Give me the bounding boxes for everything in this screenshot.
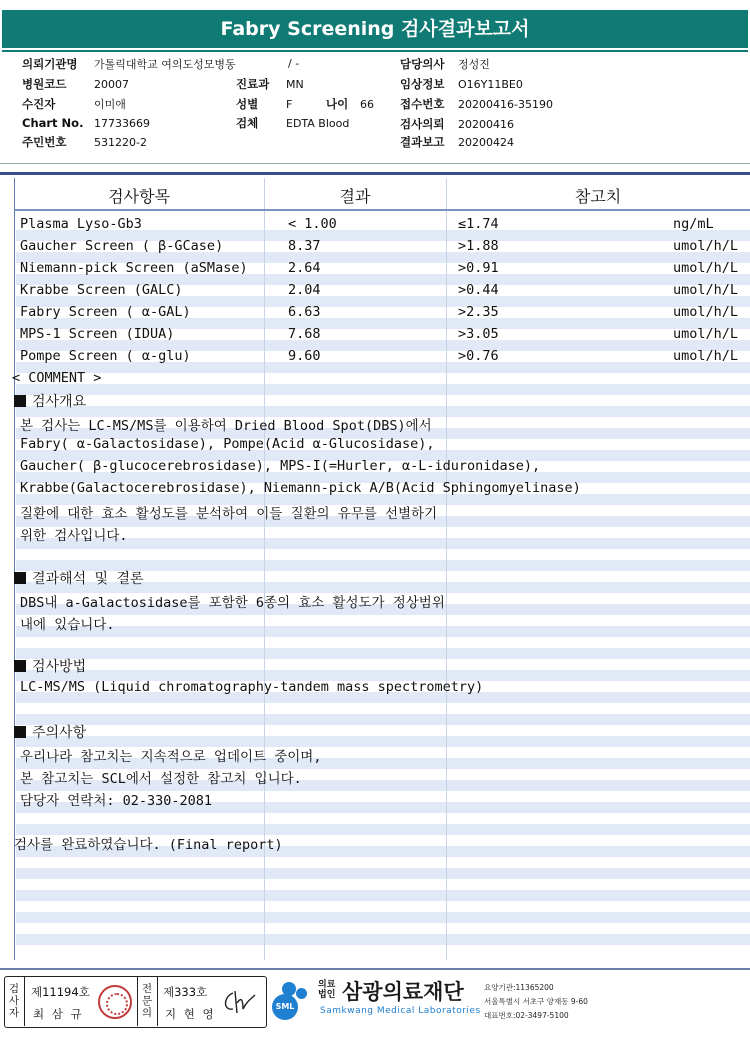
section-method <box>14 656 86 676</box>
final-report-note: 검사를 완료하였습니다. (Final report) <box>14 837 283 853</box>
signature-divider <box>157 977 158 1026</box>
hospital-code-field <box>22 76 129 92</box>
caution-line: 본 참고치는 SCL에서 설정한 참고치 입니다. <box>20 771 302 787</box>
org-english-name: Samkwang Medical Laboratories <box>320 1006 481 1016</box>
age-label: 나이 <box>326 97 349 111</box>
chart-no-value: 17733669 <box>94 117 150 130</box>
doctor-label: 담당의사 <box>400 57 445 71</box>
test-unit: umol/h/L <box>673 304 739 320</box>
test-result: < 1.00 <box>288 216 337 232</box>
clinical-info-value: O16Y11BE0 <box>458 78 523 91</box>
report-title: Fabry Screening 검사결과보고서 <box>2 10 748 48</box>
section-overview-title: 검사개요 <box>32 394 87 410</box>
specimen-value: EDTA Blood <box>286 117 350 130</box>
org-name: 삼광의료재단 <box>342 980 464 1004</box>
signature-divider <box>137 977 138 1026</box>
test-reference: ≤1.74 <box>458 216 499 232</box>
table-row <box>20 345 745 367</box>
doctor-value: 정성진 <box>458 58 490 71</box>
table-row <box>20 213 745 235</box>
report-date-value: 20200424 <box>458 136 514 149</box>
column-header-item: 검사항목 <box>108 187 170 206</box>
section-interpretation-title: 결과해석 및 결론 <box>32 571 144 587</box>
sex-field <box>236 96 292 112</box>
overview-line: Gaucher( β-glucocerebrosidase), MPS-I(=Hurler, α-L-iduronidase), <box>20 458 541 474</box>
specialist-label: 전문의 <box>141 983 153 1019</box>
sex-value: F <box>286 98 293 111</box>
receipt-no-value: 20200416-35190 <box>458 98 553 111</box>
column-header-result: 결과 <box>339 187 371 206</box>
logo-dot-icon <box>296 988 307 999</box>
signature-divider <box>24 977 25 1026</box>
overview-line: Fabry( α-Galactosidase), Pompe(Acid α-Glucosidase), <box>20 436 435 452</box>
overview-line: 질환에 대한 효소 활성도를 분석하여 이들 질환의 유무를 선별하기 <box>20 506 438 522</box>
table-top-border <box>0 172 750 175</box>
org-address: 서울특별시 서초구 양재동 9-60 <box>484 997 588 1006</box>
overview-line: 위한 검사입니다. <box>20 528 128 544</box>
test-item: Plasma Lyso-Gb3 <box>20 216 142 232</box>
sml-logo-icon: SML <box>272 994 298 1020</box>
specimen-label: 검체 <box>236 116 259 130</box>
clinical-info-field <box>400 76 523 92</box>
resident-no-label: 주민번호 <box>22 135 67 149</box>
test-reference: >3.05 <box>458 326 499 342</box>
test-result: 2.64 <box>288 260 321 276</box>
test-result: 9.60 <box>288 348 321 364</box>
signature-box <box>4 976 267 1028</box>
department-field <box>236 76 304 92</box>
test-unit: umol/h/L <box>673 348 739 364</box>
org-type: 의료법인 <box>318 980 336 1000</box>
overview-line: Krabbe(Galactocerebrosidase), Niemann-pick A/B(Acid Sphingomyelinase) <box>20 480 581 496</box>
seal-stamp-icon <box>98 985 132 1019</box>
title-underline <box>2 50 748 52</box>
bullet-square-icon <box>14 395 26 407</box>
comment-heading: < COMMENT > <box>12 370 102 386</box>
signature-scribble-icon <box>219 987 259 1017</box>
specialist-name: 지 현 영 <box>165 1007 216 1021</box>
request-date-label: 검사의뢰 <box>400 117 445 131</box>
test-item: Fabry Screen ( α-GAL) <box>20 304 191 320</box>
specimen-field <box>236 115 349 131</box>
test-unit: umol/h/L <box>673 238 739 254</box>
age-value: 66 <box>360 98 374 111</box>
institution-label: 의뢰기관명 <box>22 57 78 71</box>
table-row <box>20 257 745 279</box>
header-separator <box>0 163 750 164</box>
patient-field <box>22 96 126 112</box>
chart-no-field <box>22 116 150 130</box>
table-header-row <box>14 184 750 210</box>
table-row <box>20 323 745 345</box>
patient-label: 수진자 <box>22 97 56 111</box>
test-reference: >0.91 <box>458 260 499 276</box>
test-item: Pompe Screen ( α-glu) <box>20 348 191 364</box>
ward-value: / - <box>288 57 300 70</box>
receipt-no-label: 접수번호 <box>400 97 445 111</box>
examiner-license: 제11194호 <box>31 985 90 999</box>
test-item: Krabbe Screen (GALC) <box>20 282 183 298</box>
test-unit: ng/mL <box>673 216 714 232</box>
test-reference: >0.76 <box>458 348 499 364</box>
specialist-license: 제333호 <box>163 985 208 999</box>
sex-label: 성별 <box>236 97 259 111</box>
hospital-code-value: 20007 <box>94 78 129 91</box>
institution-field <box>22 56 236 72</box>
ward-field <box>288 56 299 70</box>
method-line: LC-MS/MS (Liquid chromatography-tandem mass spectrometry) <box>20 679 484 695</box>
test-result: 6.63 <box>288 304 321 320</box>
department-label: 진료과 <box>236 77 270 91</box>
test-item: Niemann-pick Screen (aSMase) <box>20 260 248 276</box>
test-reference: >1.88 <box>458 238 499 254</box>
section-overview <box>14 391 86 411</box>
bullet-square-icon <box>14 726 26 738</box>
institution-value: 가톨릭대학교 여의도성모병동 <box>94 58 236 71</box>
examiner-name: 최 삼 규 <box>33 1007 84 1021</box>
test-item: MPS-1 Screen (IDUA) <box>20 326 175 342</box>
test-unit: umol/h/L <box>673 326 739 342</box>
section-caution-title: 주의사항 <box>32 725 87 741</box>
test-reference: >0.44 <box>458 282 499 298</box>
section-caution <box>14 722 86 742</box>
request-date-value: 20200416 <box>458 118 514 131</box>
examiner-label: 검사자 <box>8 983 20 1019</box>
test-result: 8.37 <box>288 238 321 254</box>
report-date-field <box>400 134 514 150</box>
interpretation-line: 내에 있습니다. <box>20 617 115 633</box>
overview-line: 본 검사는 LC-MS/MS를 이용하여 Dried Blood Spot(DBS)에서 <box>20 418 432 434</box>
column-header-reference: 참고치 <box>574 187 622 206</box>
bullet-square-icon <box>14 572 26 584</box>
test-item: Gaucher Screen ( β-GCase) <box>20 238 224 254</box>
table-row <box>20 235 745 257</box>
doctor-field <box>400 56 490 72</box>
test-reference: >2.35 <box>458 304 499 320</box>
clinical-info-label: 임상정보 <box>400 77 445 91</box>
report-date-label: 결과보고 <box>400 135 445 149</box>
chart-no-label: Chart No. <box>22 116 84 130</box>
org-institution-code: 요양기관:11365200 <box>484 983 554 992</box>
request-date-field <box>400 116 514 132</box>
test-unit: umol/h/L <box>673 260 739 276</box>
table-row <box>20 301 745 323</box>
org-phone: 대표번호:02-3497-5100 <box>484 1011 569 1020</box>
department-value: MN <box>286 78 304 91</box>
footer-separator <box>0 968 750 970</box>
caution-line: 담당자 연락처: 02-330-2081 <box>20 793 213 809</box>
patient-value: 이미애 <box>94 98 126 111</box>
section-method-title: 검사방법 <box>32 659 87 675</box>
age-field <box>326 96 374 112</box>
receipt-no-field <box>400 96 553 112</box>
test-unit: umol/h/L <box>673 282 739 298</box>
bullet-square-icon <box>14 660 26 672</box>
resident-no-field <box>22 134 147 150</box>
table-header-underline <box>14 209 750 211</box>
hospital-code-label: 병원코드 <box>22 77 67 91</box>
resident-no-value: 531220-2 <box>94 136 147 149</box>
caution-line: 우리나라 참고치는 지속적으로 업데이트 중이며, <box>20 749 322 765</box>
interpretation-line: DBS내 a-Galactosidase를 포함한 6종의 효소 활성도가 정상범위 <box>20 595 445 611</box>
test-result: 2.04 <box>288 282 321 298</box>
section-interpretation <box>14 568 144 588</box>
test-result: 7.68 <box>288 326 321 342</box>
table-row <box>20 279 745 301</box>
